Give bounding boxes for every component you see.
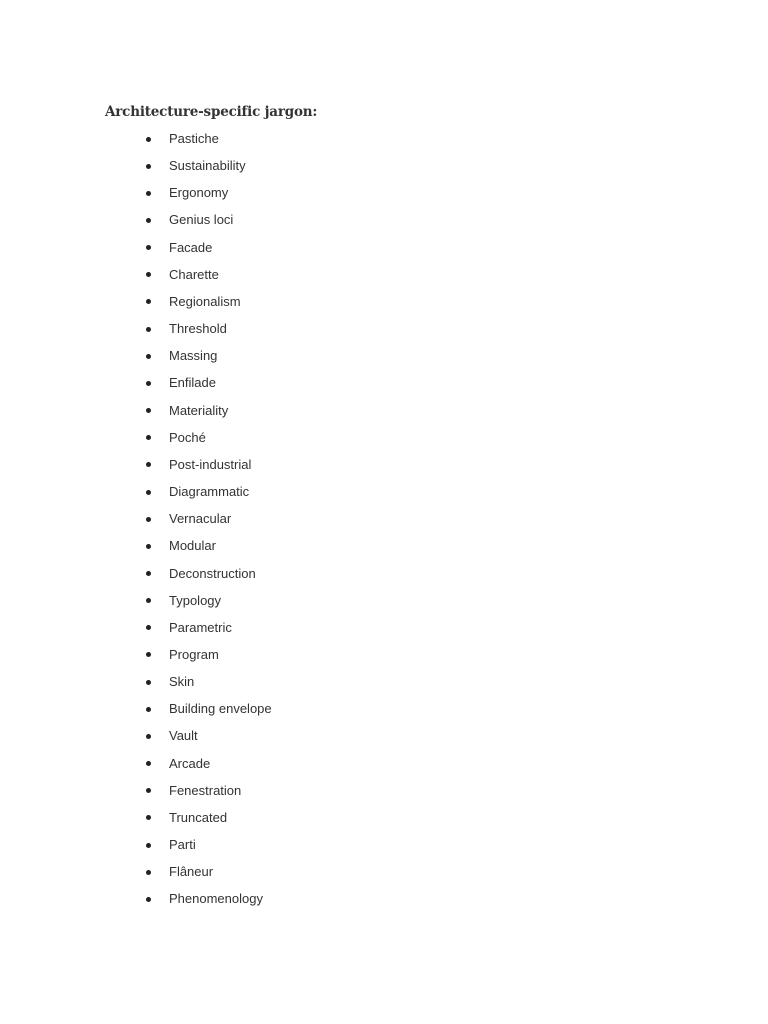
section-heading: Architecture-specific jargon: bbox=[105, 104, 318, 120]
list-item-label: Facade bbox=[169, 239, 213, 255]
list-item-label: Massing bbox=[169, 348, 218, 364]
list-item-label: Diagrammatic bbox=[169, 484, 250, 500]
list-item-label: Modular bbox=[169, 538, 216, 554]
list-item-label: Vernacular bbox=[169, 511, 232, 527]
bullet-icon bbox=[146, 137, 151, 142]
list-item-label: Charette bbox=[169, 266, 219, 282]
bullet-icon bbox=[146, 245, 151, 250]
bullet-icon bbox=[146, 815, 151, 820]
list-item-label: Phenomenology bbox=[169, 891, 263, 907]
list-item-label: Typology bbox=[169, 592, 222, 608]
bullet-icon bbox=[146, 761, 151, 766]
bullet-icon bbox=[146, 652, 151, 657]
bullet-icon bbox=[146, 843, 151, 848]
bullet-icon bbox=[146, 598, 151, 603]
list-item-label: Threshold bbox=[169, 321, 227, 337]
list-item-label: Ergonomy bbox=[169, 185, 229, 201]
list-item-label: Deconstruction bbox=[169, 565, 256, 581]
list-item-label: Building envelope bbox=[169, 701, 272, 717]
bullet-icon bbox=[146, 734, 151, 739]
list-item-label: Flâneur bbox=[169, 864, 214, 880]
bullet-icon bbox=[146, 571, 151, 576]
list-item-label: Regionalism bbox=[169, 293, 241, 309]
bullet-icon bbox=[146, 788, 151, 793]
list-item-label: Skin bbox=[169, 674, 195, 690]
bullet-icon bbox=[146, 680, 151, 685]
bullet-icon bbox=[146, 870, 151, 875]
bullet-icon bbox=[146, 490, 151, 495]
list-item-label: Arcade bbox=[169, 755, 211, 771]
bullet-icon bbox=[146, 544, 151, 549]
bullet-icon bbox=[146, 191, 151, 196]
list-item-label: Program bbox=[169, 646, 219, 662]
bullet-icon bbox=[146, 327, 151, 332]
list-item-label: Pastiche bbox=[169, 131, 219, 146]
bullet-icon bbox=[146, 625, 151, 630]
bullet-icon bbox=[146, 272, 151, 277]
bullet-icon bbox=[146, 164, 151, 169]
list-item-label: Fenestration bbox=[169, 782, 242, 798]
bullet-icon bbox=[146, 707, 151, 712]
list-item-label: Genius loci bbox=[169, 212, 234, 228]
list-item-label: Materiality bbox=[169, 402, 229, 418]
bullet-icon bbox=[146, 517, 151, 522]
bullet-icon bbox=[146, 462, 151, 467]
bullet-icon bbox=[146, 435, 151, 440]
list-item-label: Enfilade bbox=[169, 375, 216, 391]
list-item-label: Poché bbox=[169, 429, 206, 445]
list-item-label: Truncated bbox=[169, 809, 228, 825]
list-item-label: Vault bbox=[169, 728, 198, 744]
list-item-label: Parametric bbox=[169, 619, 232, 635]
bullet-icon bbox=[146, 354, 151, 359]
bullet-icon bbox=[146, 408, 151, 413]
list-item-label: Parti bbox=[169, 837, 196, 853]
bullet-icon bbox=[146, 299, 151, 304]
list-item-label: Post-industrial bbox=[169, 456, 252, 472]
bullet-icon bbox=[146, 897, 151, 902]
list-item-label: Sustainability bbox=[169, 158, 246, 174]
bullet-icon bbox=[146, 218, 151, 223]
bullet-icon bbox=[146, 381, 151, 386]
